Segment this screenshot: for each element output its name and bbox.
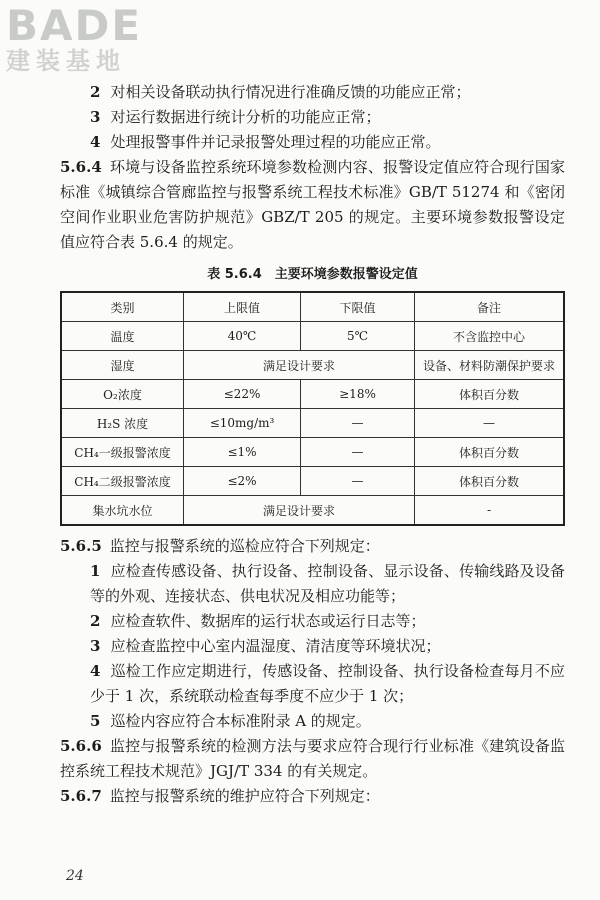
clause-5-6-5 [60,534,565,559]
item-number: 4 [90,662,101,680]
table-header-row [61,292,564,322]
table-cell: — [301,409,415,438]
item-text: 应检查传感设备、执行设备、控制设备、显示设备、传输线路及设备等的外观、连接状态、供电状况及相应功能等； [90,562,565,605]
item-number: 3 [90,108,101,126]
table-cell: 5℃ [301,322,415,351]
list-item [60,634,565,659]
table-cell: 设备、材料防潮保护要求 [415,351,565,380]
table-cell: CH₄一级报警浓度 [61,438,184,467]
table-cell: 集水坑水位 [61,496,184,526]
header-cell: 下限值 [301,292,415,322]
table-cell-merged: 满足设计要求 [184,351,415,380]
item-text: 巡检内容应符合本标准附录 A 的规定。 [110,712,371,730]
table-cell: ≤10mg/m³ [184,409,301,438]
table-cell-merged: 满足设计要求 [184,496,415,526]
clause-text: 监控与报警系统的维护应符合下列规定： [109,787,380,805]
clause-number: 5.6.4 [60,158,102,176]
table-cell: - [415,496,565,526]
table-cell: O₂浓度 [61,380,184,409]
table-row [61,322,564,351]
list-item [60,609,565,634]
list-item [60,80,565,105]
logo-brand: BADE [6,1,143,50]
table-cell: CH₄二级报警浓度 [61,467,184,496]
list-item [60,559,565,609]
clause-number: 5.6.6 [60,737,102,755]
item-text: 对相关设备联动执行情况进行准确反馈的功能应正常； [110,83,471,101]
item-text: 对运行数据进行统计分析的功能应正常； [110,108,381,126]
item-text: 处理报警事件并记录报警处理过程的功能应正常。 [110,133,441,151]
table-cell: 体积百分数 [415,380,565,409]
header-cell: 上限值 [184,292,301,322]
clause-text: 环境与设备监控系统环境参数检测内容、报警设定值应符合现行国家标准《城镇综合管廊监控与报警系统工程技术标准》GB/T 51274 和《密闭空间作业职业危害防护规范》GBZ/T 205 的规定。主要环境参数报警设定值应符合表 5.6.4 的规定。 [60,158,565,251]
item-number: 5 [90,712,101,730]
table-row [61,380,564,409]
table-cell: 不含监控中心 [415,322,565,351]
table-cell: — [301,467,415,496]
table-row [61,438,564,467]
item-text: 巡检工作应定期进行，传感设备、控制设备、执行设备检查每月不应少于 1 次，系统联动检查每季度不应少于 1 次； [90,662,565,705]
table-caption: 表 5.6.4 主要环境参数报警设定值 [207,267,418,282]
clause-text: 监控与报警系统的检测方法与要求应符合现行行业标准《建筑设备监控系统工程技术规范》JGJ/T 334 的有关规定。 [60,737,565,780]
logo-subtitle: 建装基地 [6,47,126,75]
table-row [61,351,564,380]
clause-5-6-4 [60,155,565,255]
table-cell: ≥18% [301,380,415,409]
header-cell: 备注 [415,292,565,322]
table-row [61,409,564,438]
table-cell: 40℃ [184,322,301,351]
header-cell: 类别 [61,292,184,322]
item-text: 应检查监控中心室内温湿度、清洁度等环境状况； [110,637,441,655]
table-cell: 体积百分数 [415,467,565,496]
table-cell: H₂S 浓度 [61,409,184,438]
item-number: 2 [90,83,101,101]
table-cell: ≤2% [184,467,301,496]
table-cell: 湿度 [61,351,184,380]
list-item [60,130,565,155]
item-number: 1 [90,562,101,580]
list-item [60,709,565,734]
table-cell: 体积百分数 [415,438,565,467]
page-number: 24 [66,868,84,884]
item-number: 4 [90,133,101,151]
item-number: 3 [90,637,101,655]
clause-5-6-6 [60,734,565,784]
page-content [60,0,565,809]
clause-number: 5.6.5 [60,537,102,555]
list-item [60,659,565,709]
table-cell: — [415,409,565,438]
clause-text: 监控与报警系统的巡检应符合下列规定： [109,537,380,555]
table-cell: — [301,438,415,467]
table-cell: 温度 [61,322,184,351]
item-number: 2 [90,612,101,630]
clause-5-6-7 [60,784,565,809]
table-row [61,467,564,496]
table-cell: ≤1% [184,438,301,467]
list-item [60,105,565,130]
parameter-table [60,291,565,526]
table-row [61,496,564,526]
table-cell: ≤22% [184,380,301,409]
item-text: 应检查软件、数据库的运行状态或运行日志等； [110,612,426,630]
clause-number: 5.6.7 [60,787,102,805]
